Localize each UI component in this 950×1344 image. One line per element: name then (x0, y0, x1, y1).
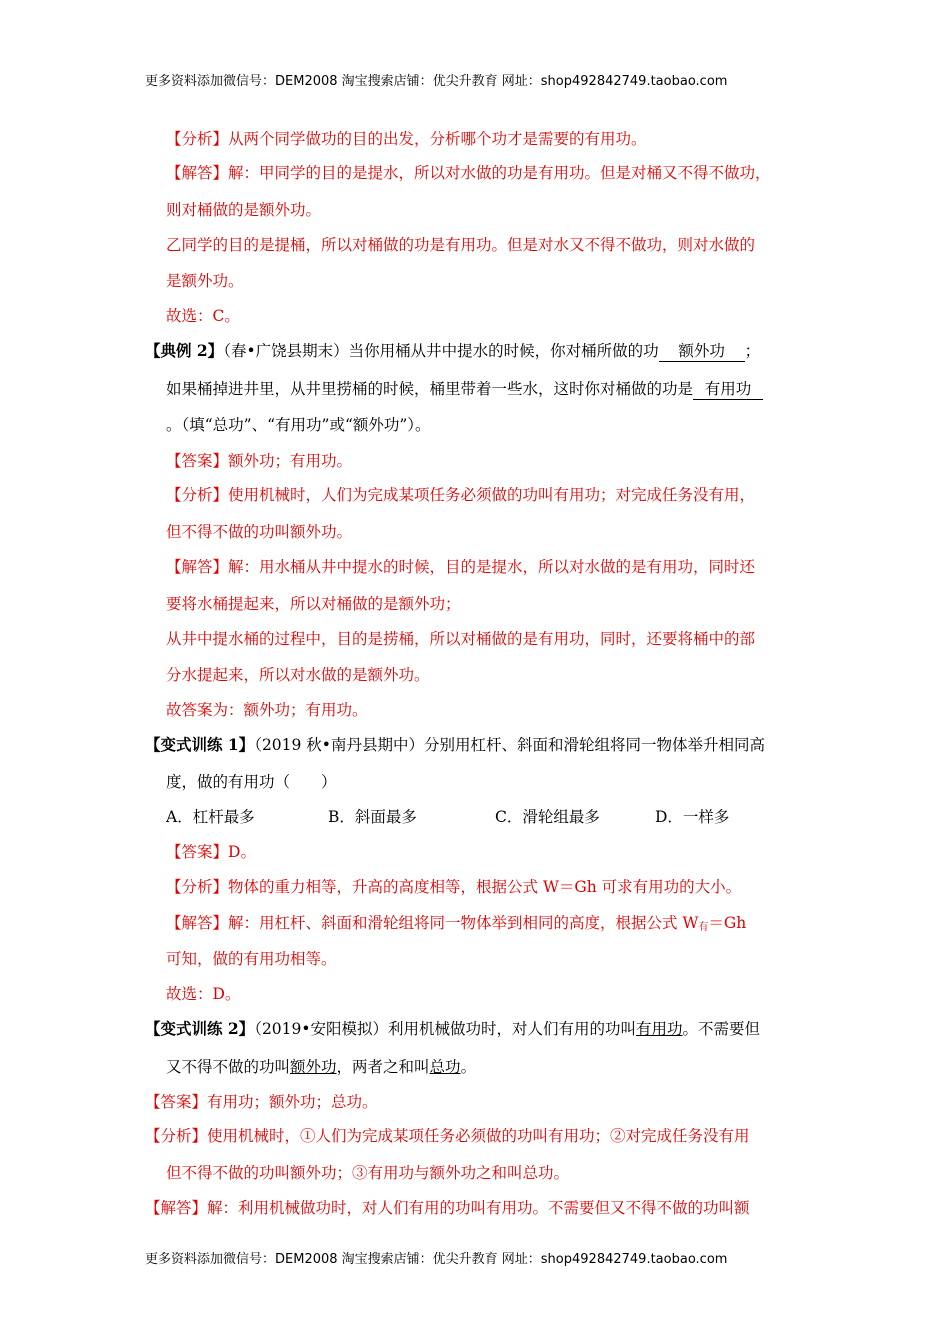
variant2-question-text-b: 。不需要但 (682, 1020, 761, 1038)
solution-text: 解：利用机械做功时，对人们有用的功叫有用功。不需要但又不得不做的功叫额 (207, 1199, 750, 1217)
answer-tag: 【答案】 (166, 452, 229, 470)
analysis-text: 使用机械时，①人们为完成某项任务必须做的功叫有用功；②对完成任务没有用 (207, 1127, 750, 1145)
variant2-blank-1: 有用功 (636, 1020, 683, 1038)
variant1-question-line-1 (145, 734, 765, 756)
answer-tag: 【答案】 (145, 1093, 208, 1111)
variant2-solution-line-1 (145, 1197, 750, 1219)
variant1-analysis-line (166, 876, 741, 898)
variant2-question-text-2c: 。 (460, 1058, 477, 1076)
example2-solution-line-3: 从井中提水桶的过程中，目的是捞桶，所以对桶做的是有用功，同时，还要将桶中的部 (166, 630, 756, 648)
choice-line: 故选：C。 (166, 307, 240, 325)
example2-solution-line-1 (166, 556, 755, 578)
variant2-question-text: （2019•安阳模拟）利用机械做功时，对人们有用的功叫 (254, 1020, 637, 1038)
solution-text-end: ＝Gh (708, 914, 747, 932)
variant2-analysis-line-1 (145, 1125, 750, 1147)
example2-question-line-3: 。（填“总功”、“有用功”或“额外功”）。 (166, 416, 431, 434)
example2-question-text: （春•广饶县期末）当你用桶从井中提水的时候，你对桶所做的功 (223, 342, 659, 360)
solution-text: 解：甲同学的目的是提水，所以对水做的功是有用功。但是对桶又不得不做功， (228, 164, 771, 182)
analysis-text: 从两个同学做功的目的出发，分析哪个功才是需要的有用功。 (228, 130, 647, 148)
example2-analysis-line-2: 但不得不做的功叫额外功。 (166, 523, 353, 541)
page-footer: 更多资料添加微信号：DEM2008 淘宝搜索店铺：优尖升教育 网址：shop492842749.taobao.com (145, 1252, 728, 1267)
variant2-blank-3: 总功 (429, 1058, 461, 1076)
example2-final-answer: 故答案为：额外功；有用功。 (166, 701, 368, 719)
variant1-solution-line-2: 可知，做的有用功相等。 (166, 950, 337, 968)
example2-solution-line-4: 分水提起来，所以对水做的是额外功。 (166, 666, 430, 684)
variant1-tag: 【变式训练 1】 (145, 735, 255, 754)
solution-line-3: 乙同学的目的是提桶，所以对桶做的功是有用功。但是对水又不得不做功，则对水做的 (166, 236, 756, 254)
option-b: B．斜面最多 (328, 808, 417, 826)
variant2-analysis-line-2: 但不得不做的功叫额外功；③有用功与额外功之和叫总功。 (166, 1164, 570, 1182)
analysis-text: 物体的重力相等，升高的高度相等，根据公式 W＝Gh 可求有用功的大小。 (228, 878, 742, 896)
solution-tag: 【解答】 (166, 914, 229, 932)
solution-line-1 (166, 162, 771, 184)
solution-line-2: 则对桶做的是额外功。 (166, 201, 322, 219)
analysis-tag: 【分析】 (166, 130, 229, 148)
example2-tag: 【典例 2】 (145, 341, 224, 360)
answer-tag: 【答案】 (166, 843, 229, 861)
variant2-question-line-1 (145, 1018, 760, 1040)
variant1-question-text: （2019 秋•南丹县期中）分别用杠杆、斜面和滑轮组将同一物体举升相同高 (254, 736, 765, 754)
analysis-tag: 【分析】 (166, 878, 229, 896)
answer-text: 有用功；额外功；总功。 (207, 1093, 378, 1111)
solution-line-4: 是额外功。 (166, 272, 244, 290)
subscript: 有 (698, 922, 709, 933)
analysis-tag: 【分析】 (166, 486, 229, 504)
example2-blank-2: 有用功 (693, 379, 763, 400)
variant2-question-text-2b: ，两者之和叫 (336, 1058, 430, 1076)
variant2-blank-2: 额外功 (290, 1058, 337, 1076)
variant1-choice: 故选：D。 (166, 985, 241, 1003)
example2-answer-line (166, 450, 352, 472)
example2-solution-line-2: 要将水桶提起来，所以对桶做的是额外功； (166, 595, 461, 613)
variant2-question-text-2: 又不得不做的功叫 (166, 1058, 291, 1076)
option-c: C．滑轮组最多 (495, 808, 600, 826)
option-a: A．杠杆最多 (166, 808, 255, 826)
example2-question-text-2: 如果桶掉进井里，从井里捞桶的时候，桶里带着一些水，这时你对桶做的功是 (166, 380, 694, 398)
variant1-answer-line (166, 841, 256, 863)
example2-blank-1: 额外功 (659, 341, 745, 362)
variant1-solution-line-1 (166, 912, 746, 939)
solution-tag: 【解答】 (166, 164, 229, 182)
example2-punct: ； (744, 342, 761, 360)
example2-analysis-line-1 (166, 484, 755, 506)
example2-question-line-1 (145, 340, 760, 362)
analysis-text: 使用机械时，人们为完成某项任务必须做的功叫有用功；对完成任务没有用， (228, 486, 756, 504)
option-d: D．一样多 (655, 808, 730, 826)
variant2-tag: 【变式训练 2】 (145, 1019, 255, 1038)
page-header: 更多资料添加微信号：DEM2008 淘宝搜索店铺：优尖升教育 网址：shop492842749.taobao.com (145, 74, 728, 89)
solution-tag: 【解答】 (166, 558, 229, 576)
variant1-question-line-2: 度，做的有用功（ ） (166, 773, 337, 791)
analysis-line (166, 128, 647, 150)
example2-question-line-2 (166, 378, 763, 400)
answer-text: D。 (228, 843, 256, 861)
answer-text: 额外功；有用功。 (228, 452, 353, 470)
variant2-question-line-2 (166, 1056, 476, 1078)
analysis-tag: 【分析】 (145, 1127, 208, 1145)
solution-tag: 【解答】 (145, 1199, 208, 1217)
variant1-options (166, 806, 729, 828)
variant2-answer-line (145, 1091, 378, 1113)
solution-text: 解：用水桶从井中提水的时候，目的是提水，所以对水做的是有用功，同时还 (228, 558, 756, 576)
solution-text: 解：用杠杆、斜面和滑轮组将同一物体举到相同的高度，根据公式 W (228, 914, 699, 932)
